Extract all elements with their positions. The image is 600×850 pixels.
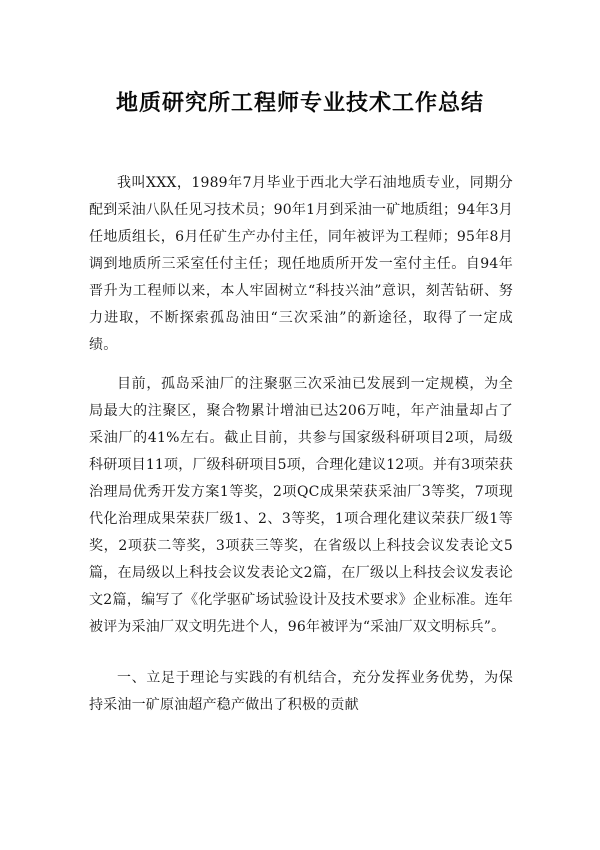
paragraph-achievements: 目前，孤岛采油厂的注聚驱三次采油已发展到一定规模，为全局最大的注聚区，聚合物累计增油已达206万吨，年产油量却占了采油厂的41%左右。截止目前，共参与国家级科研项目2项，局级科研项目11项，厂级科研项目5项，合理化建议12项。并有3项荣获治理局优秀开发方案1等奖，2项QC成果荣获采油厂3等奖，7项现代化治理成果荣获厂级1、2、3等奖，1项合理化建议荣获厂级1等奖，2项获二等奖，3项获三等奖，在省级以上科技会议发表论文5篇，在局级以上科技会议发表论文2篇，在厂级以上科技会议发表论文2篇，编写了《化学驱矿场试验设计及技术要求》企业标准。连年被评为采油厂双文明先进个人，96年被评为“采油厂双文明标兵”。: [89, 376, 513, 635]
section-heading-one: 一、立足于理论与实践的有机结合，充分发挥业务优势，为保持采油一矿原油超产稳产做出了积极的贡献: [89, 670, 513, 713]
document-title: 地质研究所工程师专业技术工作总结: [115, 90, 484, 116]
paragraph-introduction: 我叫XXX，1989年7月毕业于西北大学石油地质专业，同期分配到采油八队任见习技术员；90年1月到采油一矿地质组；94年3月任地质组长，6月任矿生产办付主任，同年被评为工程师；95年8月调到地质所三采室任付主任；现任地质所开发一室付主任。自94年晋升为工程师以来，本人牢固树立“科技兴油”意识，刻苦钻研、努力进取，不断探索孤岛油田“三次采油”的新途径，取得了一定成绩。: [89, 175, 513, 353]
